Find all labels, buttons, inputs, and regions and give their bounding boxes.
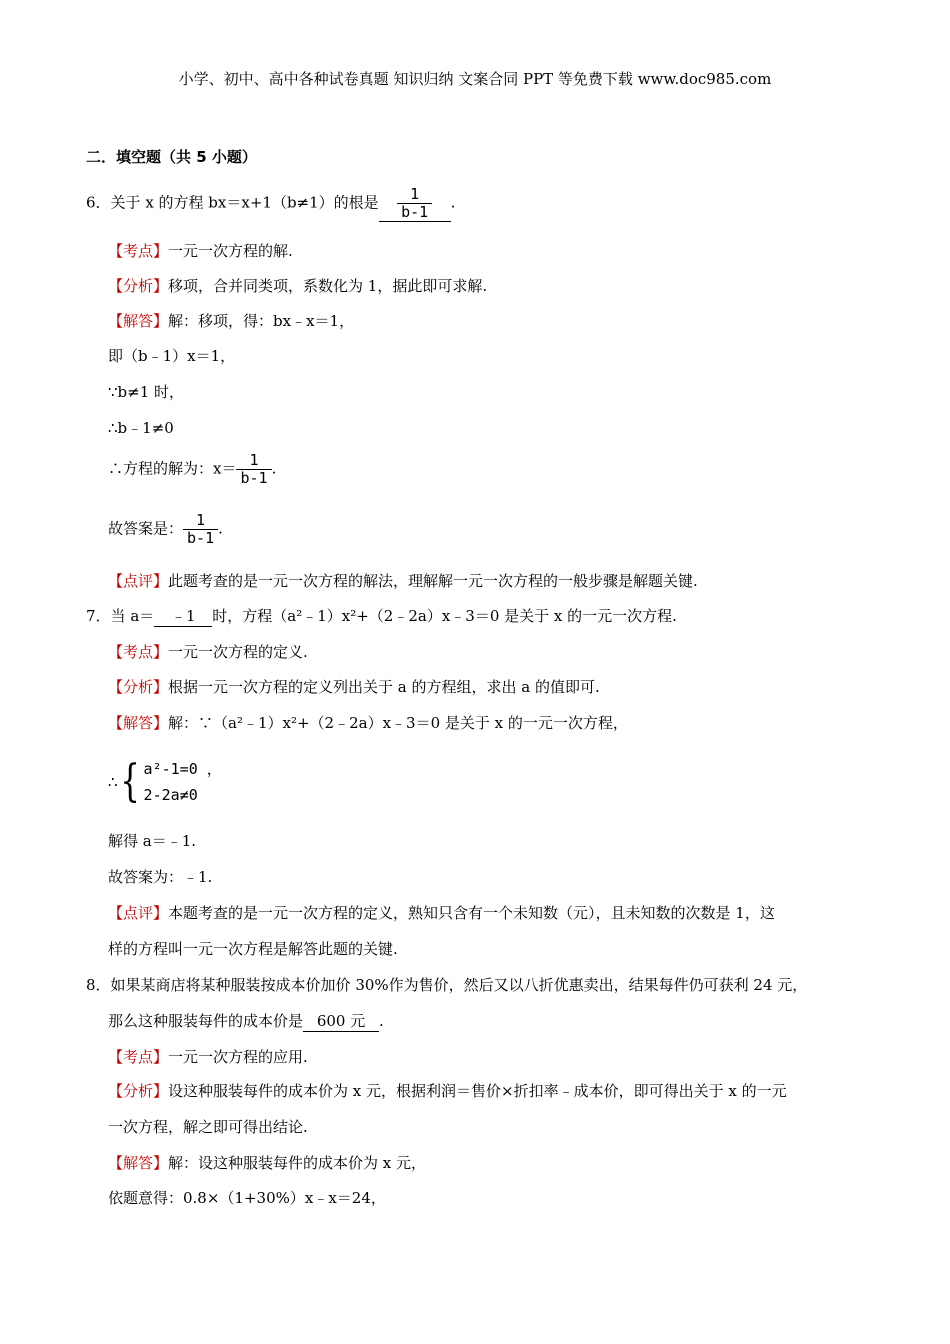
q7-answer-blank: ﹣1 — [154, 605, 212, 627]
system-line-2: 2-2a≠0 — [143, 786, 198, 804]
q6-step-4-text: ∴方程的解为：x＝ — [108, 459, 237, 478]
q6-answer-line — [108, 512, 223, 547]
q7-fenxi-text: 根据一元一次方程的定义列出关于 a 的方程组，求出 a 的值即可. — [168, 678, 600, 696]
kaodian-tag: 【考点】 — [108, 242, 169, 260]
q6-answer-line-fraction — [183, 512, 218, 547]
page-header: 小学、初中、高中各种试卷真题 知识归纳 文案合同 PPT 等免费下载 www.doc985.com — [178, 70, 772, 88]
q6-kaodian — [108, 240, 293, 261]
q6-step-4 — [108, 452, 276, 487]
system-line-1: a²-1=0 ， — [143, 760, 222, 778]
fenxi-tag: 【分析】 — [108, 678, 169, 696]
q6-answer-period: . — [218, 519, 223, 538]
section-title: 二．填空题（共 5 小题） — [86, 148, 257, 166]
q7-stem-after: 时，方程（a²﹣1）x²+（2﹣2a）x﹣3＝0 是关于 x 的一元一次方程. — [212, 607, 677, 625]
fraction-denominator: b-1 — [236, 469, 271, 487]
q8-number: 8． — [86, 976, 111, 994]
q7-stem-before: 当 a＝ — [110, 607, 155, 625]
fenxi-tag: 【分析】 — [108, 277, 169, 295]
q7-number: 7． — [86, 607, 111, 625]
fraction-denominator: b-1 — [397, 203, 432, 221]
q7-dianping — [108, 902, 775, 923]
q8-stem-2-before: 那么这种服装每件的成本价是 — [108, 1012, 304, 1030]
q7-jieda — [108, 712, 628, 733]
jieda-tag: 【解答】 — [108, 312, 169, 330]
q7-solve: 解得 a＝﹣1. — [108, 832, 197, 850]
q8-jieda — [108, 1152, 426, 1173]
q8-fenxi-text-1: 设这种服装每件的成本价为 x 元，根据利润＝售价×折扣率﹣成本价，即可得出关于 x 的一元 — [168, 1082, 787, 1100]
fraction-numerator: 1 — [249, 451, 259, 469]
q8-step-1: 依题意得：0.8×（1+30%）x﹣x＝24， — [108, 1189, 386, 1207]
q7-kaodian — [108, 641, 308, 662]
q8-jieda-text: 解：设这种服装每件的成本价为 x 元， — [168, 1154, 427, 1172]
q6-kaodian-text: 一元一次方程的解. — [168, 242, 293, 260]
q6-solution-fraction — [236, 452, 271, 487]
q6-fenxi — [108, 275, 487, 296]
q6-stem-after: . — [450, 193, 456, 212]
q6-fenxi-text: 移项，合并同类项，系数化为 1，据此即可求解. — [168, 277, 488, 295]
q8-stem-1-text: 如果某商店将某种服装按成本价加价 30%作为售价，然后又以八折优惠卖出，结果每件仍可获利 24 元， — [110, 976, 808, 994]
system-lines — [144, 756, 222, 808]
q7-stem — [86, 605, 677, 627]
q6-step-3: ∴b﹣1≠0 — [108, 419, 174, 437]
q7-fenxi — [108, 676, 600, 697]
q6-stem — [86, 186, 455, 222]
q8-stem-1 — [86, 974, 807, 995]
left-brace-icon: { — [119, 756, 140, 807]
q7-equation-system — [108, 756, 222, 808]
q6-jieda — [108, 310, 354, 331]
therefore-symbol: ∴ — [108, 773, 118, 791]
q6-dianping-text: 此题考查的是一元一次方程的解法，理解解一元一次方程的一般步骤是解题关键. — [168, 572, 698, 590]
fenxi-tag: 【分析】 — [108, 1082, 169, 1100]
kaodian-tag: 【考点】 — [108, 643, 169, 661]
dianping-tag: 【点评】 — [108, 572, 169, 590]
q7-dianping-text-2: 样的方程叫一元一次方程是解答此题的关键. — [108, 940, 398, 958]
fraction-denominator: b-1 — [183, 529, 218, 547]
q7-answer: 故答案为：﹣1. — [108, 868, 213, 886]
q6-step-1: 即（b﹣1）x＝1， — [108, 347, 236, 365]
q8-fenxi-text-2: 一次方程，解之即可得出结论. — [108, 1118, 308, 1136]
q6-step-4-period: . — [271, 459, 277, 478]
q6-stem-before: 关于 x 的方程 bx＝x+1（b≠1）的根是 — [110, 193, 379, 212]
q8-stem-2 — [108, 1010, 384, 1032]
q6-number: 6． — [86, 193, 111, 212]
jieda-tag: 【解答】 — [108, 714, 169, 732]
q8-fenxi — [108, 1080, 787, 1101]
q7-dianping-text-1: 本题考查的是一元一次方程的定义，熟知只含有一个未知数（元），且未知数的次数是 1，这 — [168, 904, 775, 922]
q8-stem-2-after: . — [379, 1012, 384, 1030]
q6-dianping — [108, 570, 698, 591]
q6-jieda-text: 解：移项，得：bx﹣x＝1， — [168, 312, 355, 330]
q7-kaodian-text: 一元一次方程的定义. — [168, 643, 308, 661]
q8-kaodian-text: 一元一次方程的应用. — [168, 1048, 308, 1066]
jieda-tag: 【解答】 — [108, 1154, 169, 1172]
q8-kaodian — [108, 1046, 308, 1067]
q6-answer-text: 故答案是： — [108, 519, 184, 538]
fraction-numerator: 1 — [196, 511, 206, 529]
kaodian-tag: 【考点】 — [108, 1048, 169, 1066]
q6-step-2: ∵b≠1 时， — [108, 383, 185, 401]
q8-answer-blank: 600 元 — [303, 1010, 379, 1032]
dianping-tag: 【点评】 — [108, 904, 169, 922]
q7-jieda-text: 解：∵（a²﹣1）x²+（2﹣2a）x﹣3＝0 是关于 x 的一元一次方程， — [168, 714, 628, 732]
q6-answer-blank — [379, 186, 451, 222]
q6-answer-fraction — [397, 186, 432, 221]
fraction-numerator: 1 — [410, 185, 420, 203]
